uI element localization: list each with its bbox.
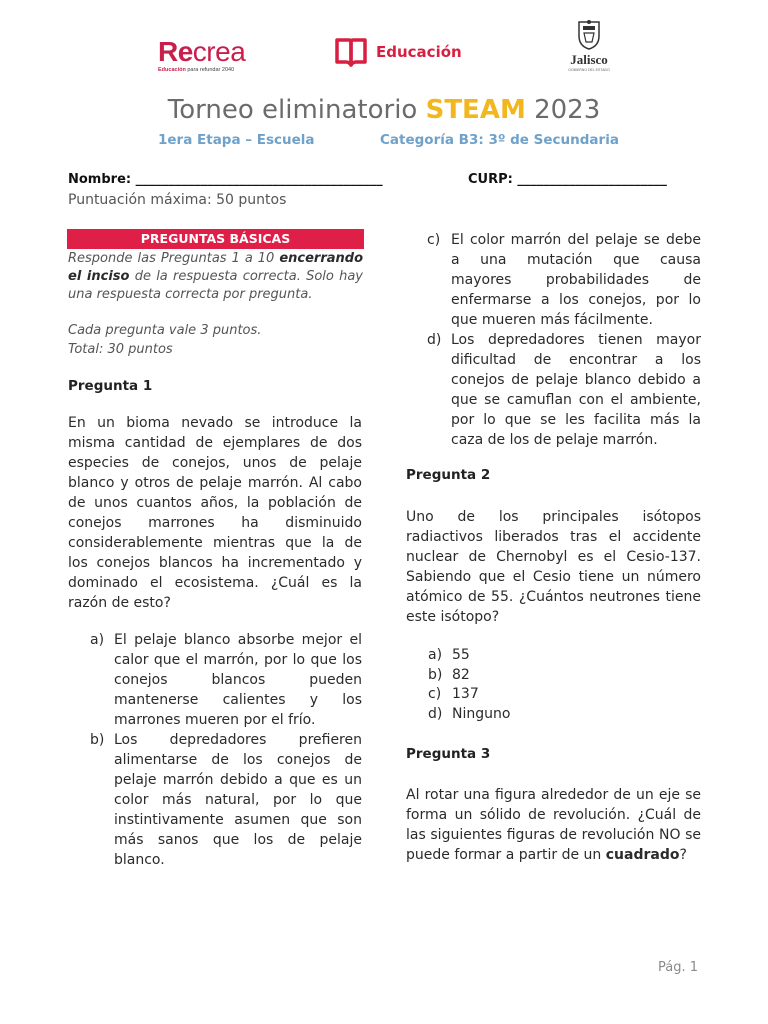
educacion-logo <box>334 34 462 70</box>
option-q2-a[interactable]: a) 55 <box>428 647 470 663</box>
book-icon <box>334 35 368 69</box>
question-1-options-ab <box>90 630 362 870</box>
puntuacion-maxima: Puntuación máxima: 50 puntos <box>68 192 287 208</box>
nombre-field[interactable]: Nombre: ______________________________________ <box>68 172 383 187</box>
recrea-logo: Recrea Educación para refundar 2040 <box>158 36 246 73</box>
question-2-options <box>428 646 628 725</box>
option-q2-d[interactable]: d) Ninguno <box>428 706 511 723</box>
jalisco-logo: Jalisco GOBIERNO DEL ESTADO <box>556 20 622 76</box>
total-points: Total: 30 puntos <box>68 342 173 357</box>
question-2-title: Pregunta 2 <box>406 467 491 483</box>
question-1-title: Pregunta 1 <box>68 378 153 394</box>
page-number: Pág. 1 <box>657 960 698 975</box>
question-3-text: Al rotar una figura alrededor de un eje se forma un sólido de revolución. ¿Cuál de las siguientes figuras de revolución NO se puede formar a partir de un cuadrado? <box>406 787 701 863</box>
jalisco-crest-icon <box>575 20 603 50</box>
etapa-label: 1era Etapa – Escuela <box>158 132 315 148</box>
question-3-title: Pregunta 3 <box>406 746 491 762</box>
question-2-text: Uno de los principales isótopos radiactivos liberados tras el accidente nuclear de Chernobyl es el Cesio-137. Sabiendo que el Cesio tiene un número atómico de 55. ¿Cuántos neutrones tiene este isótopo? <box>406 509 701 625</box>
categoria-label: Categoría B3: 3º de Secundaria <box>380 132 619 148</box>
question-1-options-cd <box>427 230 701 450</box>
curp-field[interactable]: CURP: _______________________ <box>468 172 667 187</box>
section-header: PREGUNTAS BÁSICAS <box>67 229 364 249</box>
option-q2-b[interactable]: b) 82 <box>428 666 470 683</box>
option-q1-d[interactable]: d) Los depredadores tienen mayor dificultad de encontrar a los conejos de pelaje blanco debido a que se camuflan con el ambiente, por lo que se les facilita más la caza de los de pelaje marrón. <box>427 332 701 448</box>
points-per-question: Cada pregunta vale 3 puntos. <box>68 323 262 338</box>
option-q2-c[interactable]: c) 137 <box>428 686 479 703</box>
educacion-text: Educación <box>376 43 462 61</box>
option-q1-a[interactable]: a) El pelaje blanco absorbe mejor el calor que el marrón, por lo que los conejos blancos pueden mantenerse calientes y los marrones mueren por el frío. <box>90 632 362 728</box>
page-title: Torneo eliminatorio STEAM 2023 <box>167 95 601 125</box>
question-1-text: En un bioma nevado se introduce la misma cantidad de ejemplares de dos especies de conejos, unos de pelaje blanco y otros de pelaje marrón. Al cabo de unos cuantos años, la población de conejos marrones ha disminuido considerablemente mientras que la de los conejos blancos ha incrementado y dominado el ecosistema. ¿Cuál es la razón de esto? <box>68 415 362 611</box>
option-q1-b[interactable]: b) Los depredadores prefieren alimentarse de los conejos de pelaje marrón debido a que es un color más natural, por lo que instintivamente asumen que son más sanos que los de pelaje blanco. <box>90 732 362 868</box>
instructions: Responde las Preguntas 1 a 10 encerrando el inciso de la respuesta correcta. Solo hay una respuesta correcta por pregunta. <box>68 251 363 303</box>
option-q1-c[interactable]: c) El color marrón del pelaje se debe a una mutación que causa mayores probabilidades de enfermarse a los conejos, por lo que mueren más fácilmente. <box>427 232 701 328</box>
